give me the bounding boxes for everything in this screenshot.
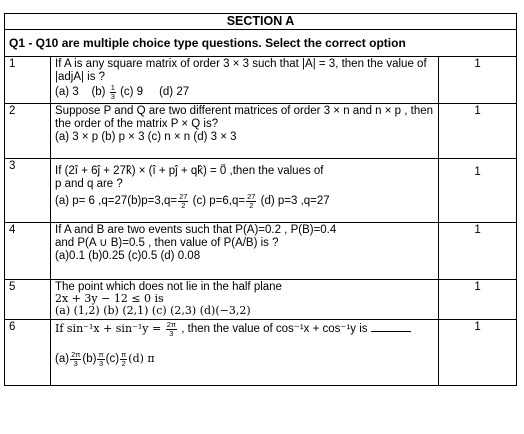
question-row [5,57,517,104]
question-row [5,104,517,159]
question-marks: 1 [439,320,517,386]
zero-vector: → 0 [220,165,226,178]
question-line: the order of the matrix P × Q is? [55,118,219,130]
options-line: (a)0.1 (b)0.25 (c)0.5 (d) 0.08 [55,250,201,262]
option-d: (d) p=3 ,q=27 [257,195,330,208]
question-number: 6 [5,320,51,386]
fraction-numerator: 2π [166,320,177,329]
fraction-denominator: 3 [73,358,78,368]
question-text [51,280,439,320]
question-text [51,104,439,159]
fraction [166,321,177,337]
question-marks: 1 [439,280,517,320]
question-number: 4 [5,223,51,280]
options-line [55,351,434,367]
question-line: Suppose P and Q are two different matrices of order 3 × n and n × p , then [55,105,434,117]
question-row [5,159,517,223]
question-number: 1 [5,57,51,104]
option-a: (a) 3 [55,86,79,99]
fraction-denominator: 3 [169,328,174,338]
question-line: 2x + 3y − 12 ≤ 0 is [55,292,164,305]
question-line-part: ,then the values of [226,165,324,177]
option-a: (a) p= 6 ,q=27(b)p=3,q= [55,195,178,208]
options-line: (a) (1,2) (b) (2,1) (c) (2,3) (d)(−3,2) [55,304,251,317]
question-marks: 1 [439,159,517,223]
options-line: (a) 3 × p (b) p × 3 (c) n × n (d) 3 × 3 [55,131,237,143]
question-row [5,280,517,320]
question-number: 2 [5,104,51,159]
instruction-row [5,30,517,57]
fraction-denominator: 2 [121,358,126,368]
question-line: The point which does not lie in the half plane [55,281,282,293]
fraction [246,193,256,209]
question-line [55,165,434,178]
fraction-denominator: 2 [249,200,254,210]
option-b: (b) [91,86,106,99]
fraction [110,84,116,100]
question-paper [4,13,516,386]
fraction [178,193,188,209]
option-c: (c) p=6,q= [189,195,246,208]
question-line [55,321,434,337]
question-line-part: If sin⁻¹x + sin⁻¹y = [55,322,165,336]
section-title: SECTION A [5,14,517,30]
section-header-row [5,14,517,30]
options-line [55,193,434,209]
option-c: (c) 9 [120,86,144,99]
question-marks: 1 [439,57,517,104]
fraction [97,351,104,367]
question-text [51,57,439,104]
question-line: If A and B are two events such that P(A)=0.2 , P(B)=0.4 [55,224,337,236]
question-line-part: , then the value of cos⁻¹x + cos⁻¹y is [178,323,368,336]
fraction-numerator: 27 [179,192,188,201]
question-line: If A is any square matrix of order 3 × 3 such that |A| = 3, then the value of [55,58,427,70]
option-c: (c) [105,353,120,366]
fraction [70,351,81,367]
fraction-denominator: 3 [98,358,104,368]
fraction-numerator: 2π [71,350,81,359]
fraction-denominator: 3 [110,91,115,101]
fraction [120,351,127,367]
instructions: Q1 - Q10 are multiple choice type questions. Select the correct option [5,30,517,57]
question-text [51,223,439,280]
options-line [55,84,434,100]
question-marks: 1 [439,104,517,159]
question-number: 3 [5,159,51,223]
option-b: (b) [82,353,97,366]
question-line: p and q are ? [55,178,123,190]
question-row [5,223,517,280]
fraction-numerator: π [121,350,127,359]
question-row [5,320,517,386]
question-line: and P(A ∪ B)=0.5 , then value of P(A/B) is ? [55,237,279,249]
question-line-part: If (2î + 6ĵ + 27k̂) × (î + pĵ + qk̂) = [55,165,220,177]
option-a: (a) [55,353,70,366]
option-d: (d) 27 [159,86,190,99]
answer-blank [371,322,411,332]
fraction-denominator: 2 [181,200,186,210]
question-text [51,320,439,386]
question-line: |adjA| is ? [55,71,106,83]
question-marks: 1 [439,223,517,280]
fraction-numerator: π [98,350,104,359]
option-d: (d) π [128,352,155,366]
question-text [51,159,439,223]
question-table [4,13,517,386]
fraction-numerator: 27 [247,192,256,201]
fraction-numerator: 1 [110,83,115,92]
question-number: 5 [5,280,51,320]
